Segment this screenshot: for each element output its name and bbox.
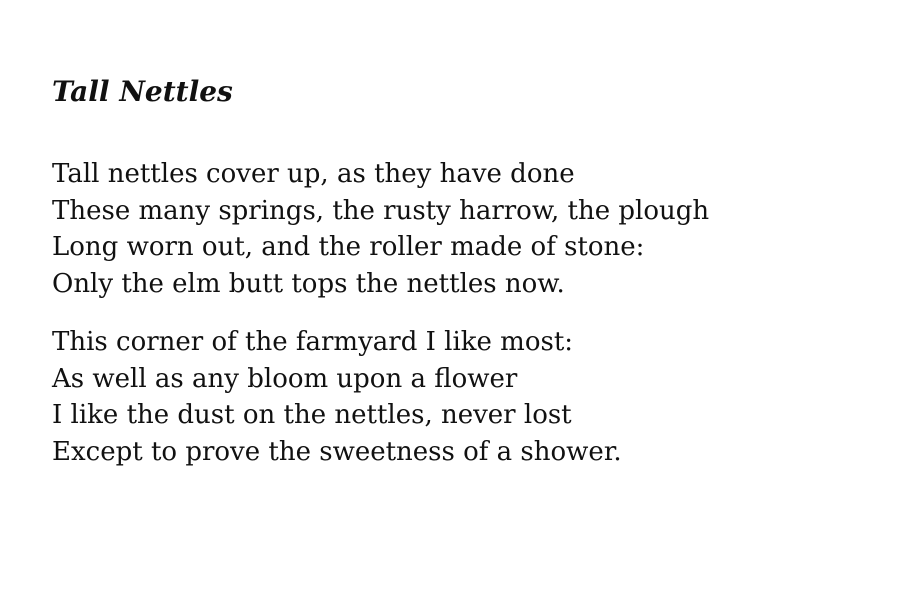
poem-line: Tall nettles cover up, as they have done xyxy=(52,159,575,189)
poem-line: Only the elm butt tops the nettles now. xyxy=(52,268,565,299)
poem-line: I like the dust on the nettles, never lost xyxy=(52,400,572,430)
poem-line: As well as any bloom upon a flower xyxy=(52,363,518,394)
poem-line: This corner of the farmyard I like most: xyxy=(52,327,574,357)
stanza-2 xyxy=(52,324,872,470)
poem-page xyxy=(52,74,872,492)
poem-line: Except to prove the sweetness of a shower. xyxy=(52,436,622,467)
poem-line: Long worn out, and the roller made of stone: xyxy=(52,232,645,262)
poem-title: Tall Nettles xyxy=(52,75,233,108)
poem-line: These many springs, the rusty harrow, the plough xyxy=(52,195,710,226)
stanza-1 xyxy=(52,156,872,302)
